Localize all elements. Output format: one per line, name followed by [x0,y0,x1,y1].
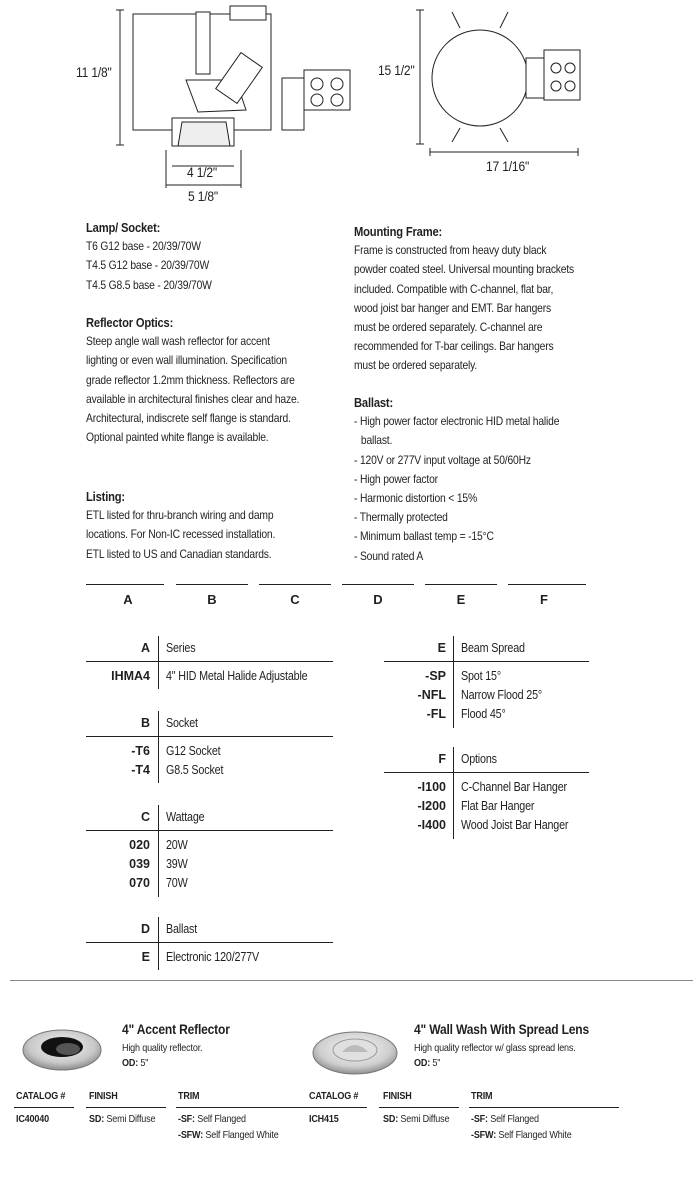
side-height-dimension: 11 1/8" [76,64,112,80]
accessory2-catalog-header: CATALOG # [309,1090,359,1102]
reflector-line: Architectural, indiscrete self flange is standard. [86,411,291,426]
accessory1-rule [176,1107,326,1108]
ballast-line: - Sound rated A [354,548,424,563]
series-key: A [140,641,150,655]
reflector-optics-section [86,313,299,447]
ballast-line: - High power factor [354,471,438,486]
options-rule [384,772,589,773]
order-blank-b [176,584,248,585]
accessory1-catalog-header: CATALOG # [16,1090,66,1102]
beam-label: Beam Spread [461,641,525,655]
accessory2-finish-value: Semi Diffuse [400,1113,450,1125]
order-letter-c: C [290,592,300,607]
series-divider [158,636,159,689]
accessory2-title: 4" Wall Wash With Spread Lens [414,1021,589,1037]
order-blank-d [342,584,414,585]
accessory1-catalog: IC40040 [16,1113,49,1125]
wattage-desc: 70W [166,876,188,890]
lamp-line: T6 G12 base - 20/39/70W [86,239,201,254]
ballast-line: ballast. [360,433,393,448]
listing-title: Listing: [86,489,125,504]
mounting-line: included. Compatible with C-channel, flat bar, [354,281,554,296]
accessory2-od-value: 5" [432,1057,441,1069]
side-outer-width-dimension: 5 1/8" [188,188,219,204]
accessory1-title: 4" Accent Reflector [122,1021,230,1037]
listing-line: ETL listed for thru-branch wiring and damp [86,508,274,523]
reflector-line: lighting or even wall illumination. Specification [86,353,287,368]
beam-code: -SP [425,669,446,683]
socket-rule [86,736,333,737]
accessory1-rule [14,1107,74,1108]
accent-reflector-image [22,1028,102,1072]
mounting-line: recommended for T-bar ceilings. Bar hangers [354,339,554,354]
wall-wash-lens-image [312,1030,398,1076]
accessory2-finish-header: FINISH [383,1090,412,1102]
order-letter-a: A [123,592,133,607]
wattage-key: C [140,810,150,824]
beam-desc: Narrow Flood 25° [461,688,543,702]
mounting-line: Frame is constructed from heavy duty black [354,243,547,258]
accessory2-trim-code: -SF: [471,1113,488,1125]
reflector-line: Optional painted white flange is available. [86,430,269,445]
options-code: -I400 [417,818,446,832]
ballast-code: E [141,950,150,964]
accessory1-od-label: OD: [122,1057,139,1069]
mounting-frame-title: Mounting Frame: [354,224,443,239]
options-divider [453,747,454,839]
top-width-dimension: 17 1/16" [486,158,530,174]
socket-key: B [140,716,150,730]
mounting-line: wood joist bar hanger and EMT. Bar hangers [354,300,552,315]
ballast-line: - Harmonic distortion < 15% [354,491,477,506]
accessory1-od-value: 5" [140,1057,149,1069]
lamp-socket-section [86,218,212,295]
socket-desc: G8.5 Socket [166,763,224,777]
accessory1-subtitle: High quality reflector. [122,1042,203,1054]
wattage-code: 020 [129,838,150,852]
accessory2-trim-code: -SFW: [471,1129,497,1141]
ballast-rule [86,942,333,943]
series-code: IHMA4 [111,669,150,683]
accessory2-od-label: OD: [414,1057,431,1069]
accessory1-trim-header: TRIM [178,1090,200,1102]
accessory1-finish-code: SD: [89,1113,105,1125]
options-key: F [438,752,446,766]
accessory2-subtitle: High quality reflector w/ glass spread lens. [414,1042,576,1054]
ballast-line: - High power factor electronic HID metal halide [354,414,560,429]
reflector-line: available in architectural finishes clear and haze. [86,391,300,406]
reflector-optics-title: Reflector Optics: [86,315,174,330]
accessory2-trim-value: Self Flanged [490,1113,539,1125]
ballast-desc: Electronic 120/277V [166,950,259,964]
options-desc: Flat Bar Hanger [461,799,535,813]
series-desc: 4" HID Metal Halide Adjustable [166,669,308,683]
reflector-line: grade reflector 1.2mm thickness. Reflectors are [86,372,295,387]
listing-section [86,487,275,564]
order-blank-a [86,584,164,585]
socket-desc: G12 Socket [166,744,221,758]
beam-rule [384,661,589,662]
mounting-frame-section [354,222,574,376]
listing-line: ETL listed to US and Canadian standards. [86,546,272,561]
accessory2-finish-code: SD: [383,1113,399,1125]
accessory2-rule [469,1107,619,1108]
beam-code: -NFL [417,688,446,702]
accessory1-trim-code: -SF: [178,1113,195,1125]
options-label: Options [461,752,497,766]
side-view-drawing [0,0,698,210]
options-desc: Wood Joist Bar Hanger [461,818,569,832]
ballast-line: - Thermally protected [354,510,448,525]
accessory2-trim-header: TRIM [471,1090,493,1102]
wattage-desc: 39W [166,857,188,871]
order-letter-b: B [207,592,217,607]
mounting-line: powder coated steel. Universal mounting brackets [354,262,575,277]
options-desc: C-Channel Bar Hanger [461,780,567,794]
accessory2-rule [379,1107,459,1108]
order-letter-d: D [373,592,383,607]
beam-code: -FL [426,707,446,721]
wattage-desc: 20W [166,838,188,852]
accessory1-finish-header: FINISH [89,1090,118,1102]
order-blank-f [508,584,586,585]
options-code: -I200 [417,799,446,813]
order-letter-f: F [540,592,548,607]
socket-code: -T4 [131,763,150,777]
lamp-line: T4.5 G12 base - 20/39/70W [86,258,210,273]
wattage-label: Wattage [166,810,205,824]
beam-divider [453,636,454,728]
accessory2-catalog: ICH415 [309,1113,339,1125]
beam-key: E [437,641,446,655]
accessory2-rule [307,1107,367,1108]
wattage-rule [86,830,333,831]
accessory2-trim-value: Self Flanged White [498,1129,572,1141]
socket-label: Socket [166,716,198,730]
ballast-line: - Minimum ballast temp = -15°C [354,529,494,544]
options-code: -I100 [417,780,446,794]
ballast-line: - 120V or 277V input voltage at 50/60Hz [354,452,531,467]
accessory1-trim-code: -SFW: [178,1129,204,1141]
socket-divider [158,711,159,783]
wattage-code: 070 [129,876,150,890]
reflector-line: Steep angle wall wash reflector for accent [86,334,270,349]
order-letter-e: E [456,592,466,607]
series-rule [86,661,333,662]
ballast-title: Ballast: [354,395,394,410]
accessory1-rule [86,1107,166,1108]
lamp-line: T4.5 G8.5 base - 20/39/70W [86,277,212,292]
top-height-dimension: 15 1/2" [378,62,415,78]
beam-desc: Spot 15° [461,669,501,683]
side-inner-width-dimension: 4 1/2" [187,164,218,180]
order-blank-e [425,584,497,585]
series-label: Series [166,641,196,655]
ballast-section [354,393,559,566]
accessory1-trim-value: Self Flanged [197,1113,246,1125]
listing-line: locations. For Non-IC recessed installation. [86,527,276,542]
accessory1-finish-value: Semi Diffuse [106,1113,156,1125]
order-blank-c [259,584,331,585]
wattage-divider [158,805,159,897]
section-divider [10,980,693,981]
mounting-line: must be ordered separately. [354,358,478,373]
lamp-socket-title: Lamp/ Socket: [86,220,161,235]
ballast-key: D [140,922,150,936]
ballast-label: Ballast [166,922,198,936]
socket-code: -T6 [131,744,150,758]
ballast-divider [158,917,159,970]
accessory1-trim-value: Self Flanged White [205,1129,279,1141]
mounting-line: must be ordered separately. C-channel are [354,320,543,335]
wattage-code: 039 [129,857,150,871]
beam-desc: Flood 45° [461,707,506,721]
